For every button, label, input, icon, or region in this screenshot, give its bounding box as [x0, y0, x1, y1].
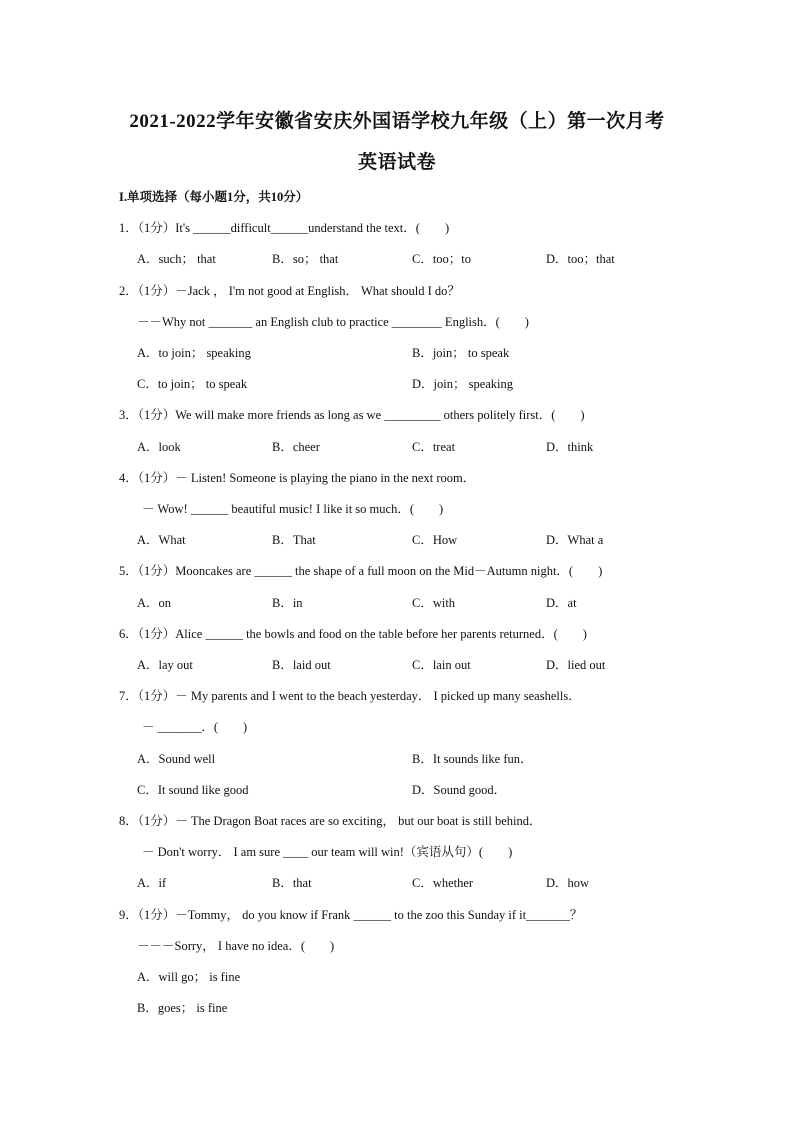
q7-option-d[interactable]: D．Sound good．: [412, 783, 507, 797]
q3-option-c[interactable]: C．treat: [412, 440, 456, 454]
q4-option-b[interactable]: B．That: [272, 533, 316, 547]
q7-option-a[interactable]: A．Sound well: [137, 752, 216, 766]
q1-option-d[interactable]: D．too；that: [546, 252, 615, 266]
q7-option-b[interactable]: B．It sounds like fun．: [412, 752, 533, 766]
question-9-stem-line2: －－－Sorry， I have no idea．( ): [137, 939, 335, 953]
q6-option-b[interactable]: B．laid out: [272, 658, 331, 672]
q3-option-b[interactable]: B．cheer: [272, 440, 320, 454]
q5-option-b[interactable]: B．in: [272, 596, 303, 610]
question-7-stem: 7．（1分）－ My parents and I went to the beach yesterday． I picked up many seashells．: [119, 689, 581, 703]
question-2-stem-line2: －－Why not _______ an English club to practice ________ English．( ): [137, 315, 529, 329]
q6-option-d[interactable]: D．lied out: [546, 658, 606, 672]
question-3-stem: 3．（1分）We will make more friends as long as we _________ others politely first．( ): [119, 408, 585, 422]
q5-option-d[interactable]: D．at: [546, 596, 577, 610]
q3-option-a[interactable]: A．look: [137, 440, 181, 454]
q2-option-b[interactable]: B．join； to speak: [412, 346, 510, 360]
question-6-stem: 6．（1分）Alice ______ the bowls and food on the table before her parents returned．( ): [119, 627, 587, 641]
exam-title-line2: 英语试卷: [357, 152, 436, 173]
q1-option-a[interactable]: A．such； that: [137, 252, 216, 266]
q8-option-c[interactable]: C．whether: [412, 876, 474, 890]
question-4-stem-line2: － Wow! ______ beautiful music! I like it so much．( ): [142, 502, 444, 516]
q3-option-d[interactable]: D．think: [546, 440, 594, 454]
question-4-stem: 4．（1分）－ Listen! Someone is playing the piano in the next room．: [119, 471, 476, 485]
q5-option-a[interactable]: A．on: [137, 596, 172, 610]
q1-option-c[interactable]: C．too；to: [412, 252, 472, 266]
q9-option-a[interactable]: A．will go； is fine: [137, 970, 241, 984]
q9-option-b[interactable]: B．goes； is fine: [137, 1001, 228, 1015]
q2-option-a[interactable]: A．to join； speaking: [137, 346, 251, 360]
question-1-stem: 1．（1分）It's ______difficult______understand the text．( ): [119, 221, 450, 235]
section-heading: I.单项选择（每小题1分，共10分）: [119, 190, 309, 204]
q1-option-b[interactable]: B．so； that: [272, 252, 339, 266]
question-5-stem: 5．（1分）Mooncakes are ______ the shape of a full moon on the Mid－Autumn night．( ): [119, 564, 603, 578]
question-9-stem: 9．（1分）－Tommy， do you know if Frank ______ to the zoo this Sunday if it_______？: [119, 908, 583, 922]
q2-option-c[interactable]: C．to join； to speak: [137, 377, 248, 391]
q6-option-c[interactable]: C．lain out: [412, 658, 471, 672]
q4-option-d[interactable]: D．What a: [546, 533, 604, 547]
q8-option-d[interactable]: D．how: [546, 876, 590, 890]
q8-option-a[interactable]: A．if: [137, 876, 167, 890]
question-8-stem-line2: － Don't worry． I am sure ____ our team will win!（宾语从句）( ): [142, 845, 513, 859]
q8-option-b[interactable]: B．that: [272, 876, 312, 890]
q6-option-a[interactable]: A．lay out: [137, 658, 193, 672]
q4-option-a[interactable]: A．What: [137, 533, 186, 547]
q4-option-c[interactable]: C．How: [412, 533, 458, 547]
q2-option-d[interactable]: D．join； speaking: [412, 377, 514, 391]
question-2-stem: 2．（1分）－Jack ， I'm not good at English． What should I do？: [119, 284, 460, 298]
exam-title-line1: 2021-2022学年安徽省安庆外国语学校九年级（上）第一次月考: [129, 111, 665, 132]
question-7-stem-line2: － _______．( ): [142, 720, 248, 734]
q7-option-c[interactable]: C．It sound like good: [137, 783, 249, 797]
question-8-stem: 8．（1分）－ The Dragon Boat races are so exciting， but our boat is still behind．: [119, 814, 542, 828]
q5-option-c[interactable]: C．with: [412, 596, 456, 610]
